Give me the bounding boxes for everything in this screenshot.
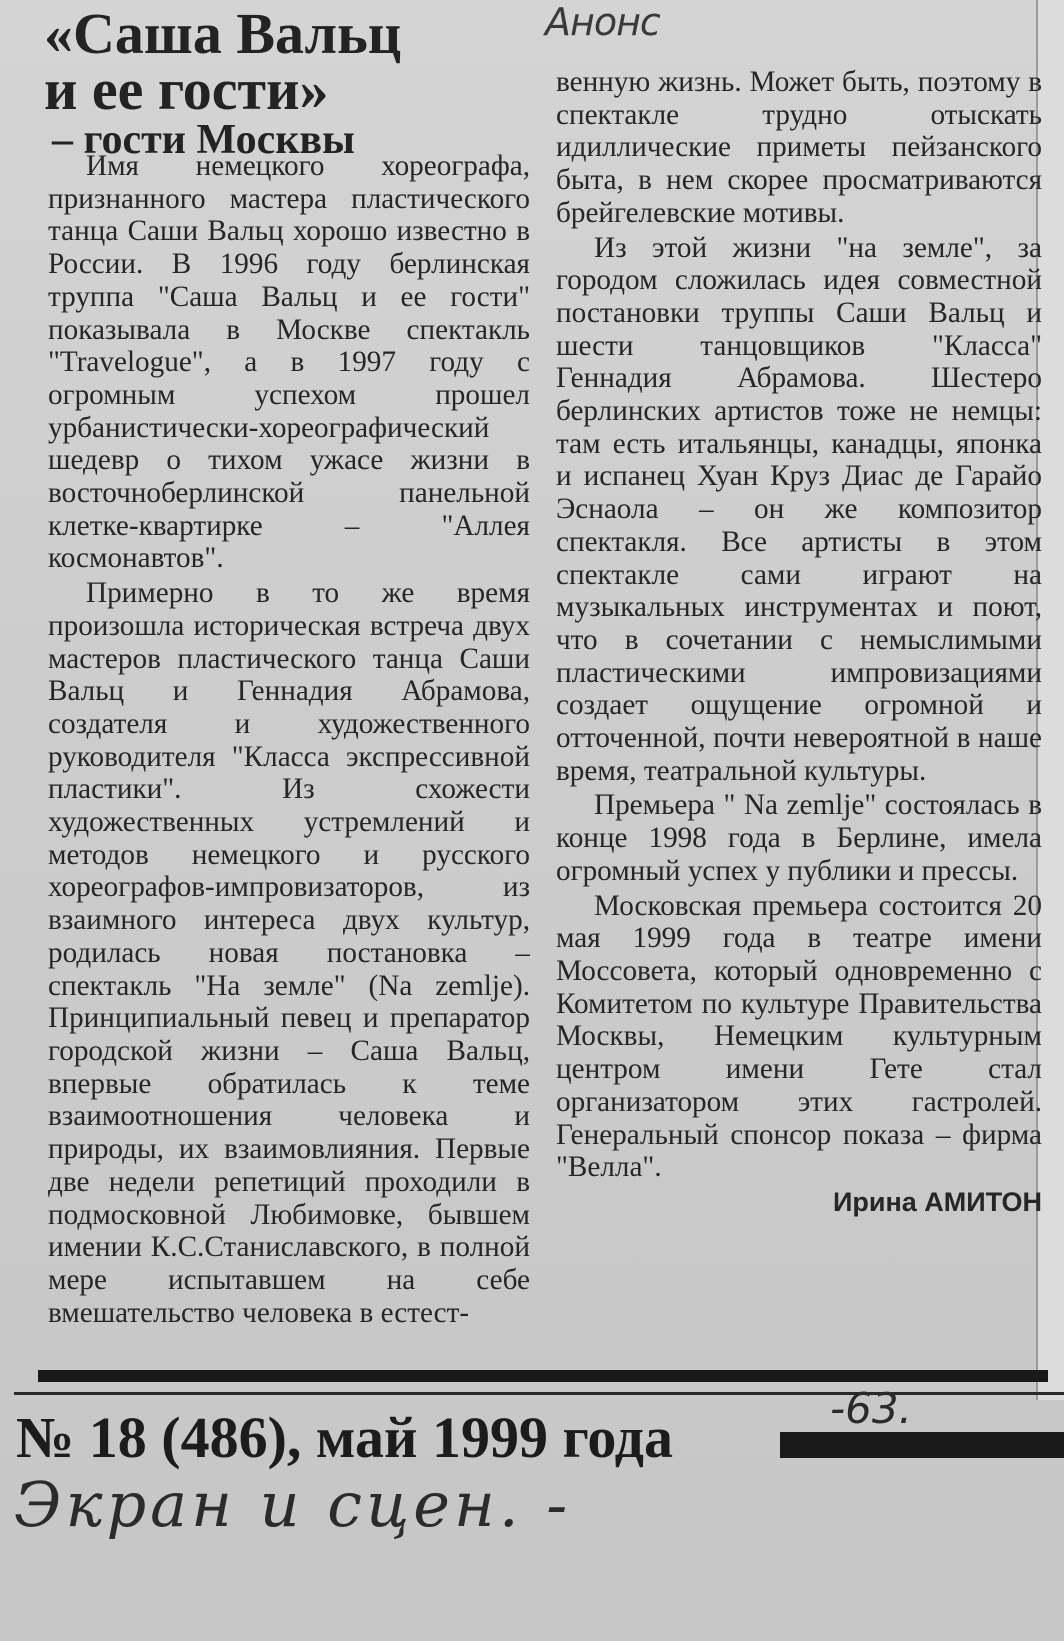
handwritten-page-number: -63. [830, 1384, 912, 1433]
left-column [48, 150, 530, 1376]
paragraph-continuation: венную жизнь. Может быть, поэтому в спектакле трудно отыскать идиллические приметы пейзанского быта, в нем скорее просматриваются брейгелевские мотивы. [556, 66, 1042, 229]
paragraph: Московская премьера состоится 20 мая 1999 года в театре имени Моссовета, который одновременно с Комитетом по культуре Правительства Москвы, Немецким культурным центром имени Гете стал организатором этих гастролей. Генеральный спонсор показа – фирма "Велла". [556, 889, 1042, 1184]
author-byline: Ирина АМИТОН [832, 1186, 1042, 1217]
divider-thick [38, 1370, 1048, 1382]
title-line-3: – гости Москвы [52, 117, 355, 163]
title-line-1: «Саша Вальц [44, 1, 402, 66]
issue-line: № 18 (486), май 1999 года [16, 1405, 674, 1470]
title-line-2: и ее гости» [44, 57, 329, 122]
issue-bar [780, 1432, 1064, 1458]
paragraph: Имя немецкого хореографа, признанного мастера пластического танца Саши Вальц хорошо известно в России. В 1996 году берлинская труппа "Саша Вальц и ее гости" показывала в Москве спектакль "Travelogue", а в 1997 году с огромным успехом прошел урбанистически-хореографический шедевр о тихом ужасе жизни в восточноберлинской панельной клетке-квартирке – "Аллея космонавтов". [48, 150, 530, 575]
handwritten-source-note: Экран и сцен. - [14, 1468, 572, 1541]
article-title [44, 1, 544, 163]
paragraph: Из этой жизни "на земле", за городом сложилась идея совместной постановки труппы Саши Вальц и шести танцовщиков "Класса" Геннадия Абрамова. Шестеро берлинских артистов тоже не немцы: там есть итальянцы, канадцы, японка и испанец Хуан Круз Диас де Гарайо Эснаола – он же композитор спектакля. Все артисты в этом спектакле сами играют на музыкальных инструментах и поют, что в сочетании с немыслимыми пластическими импровизациями создает ощущение огромной и отточенной, почти невероятной в наше время, театральной культуры. [556, 231, 1042, 787]
section-label: Анонс [545, 0, 660, 44]
paragraph: Премьера " Na zemlje" состоялась в конце 1998 года в Берлине, имела огромный успех у публики и прессы. [556, 789, 1042, 887]
right-column [556, 66, 1042, 1322]
paragraph: Примерно в то же время произошла историческая встреча двух мастеров пластического танца Саши Вальц и Геннадия Абрамова, создателя и художественного руководителя "Класса экспрессивной пластики". Из схожести художественных устремлений и методов немецкого и русского хореографов-импровизаторов, из взаимного интереса двух культур, родилась новая постановка – спектакль "На земле" (Na zemlje). Принципиальный певец и препаратор городской жизни – Саша Вальц, впервые обратилась к теме взаимоотношения человека и природы, их взаимовлияния. Первые две недели репетиций проходили в подмосковной Любимовке, бывшем имении К.С.Станиславского, в полной мере испытавшем на себе вмешательство человека в естест- [48, 577, 530, 1329]
